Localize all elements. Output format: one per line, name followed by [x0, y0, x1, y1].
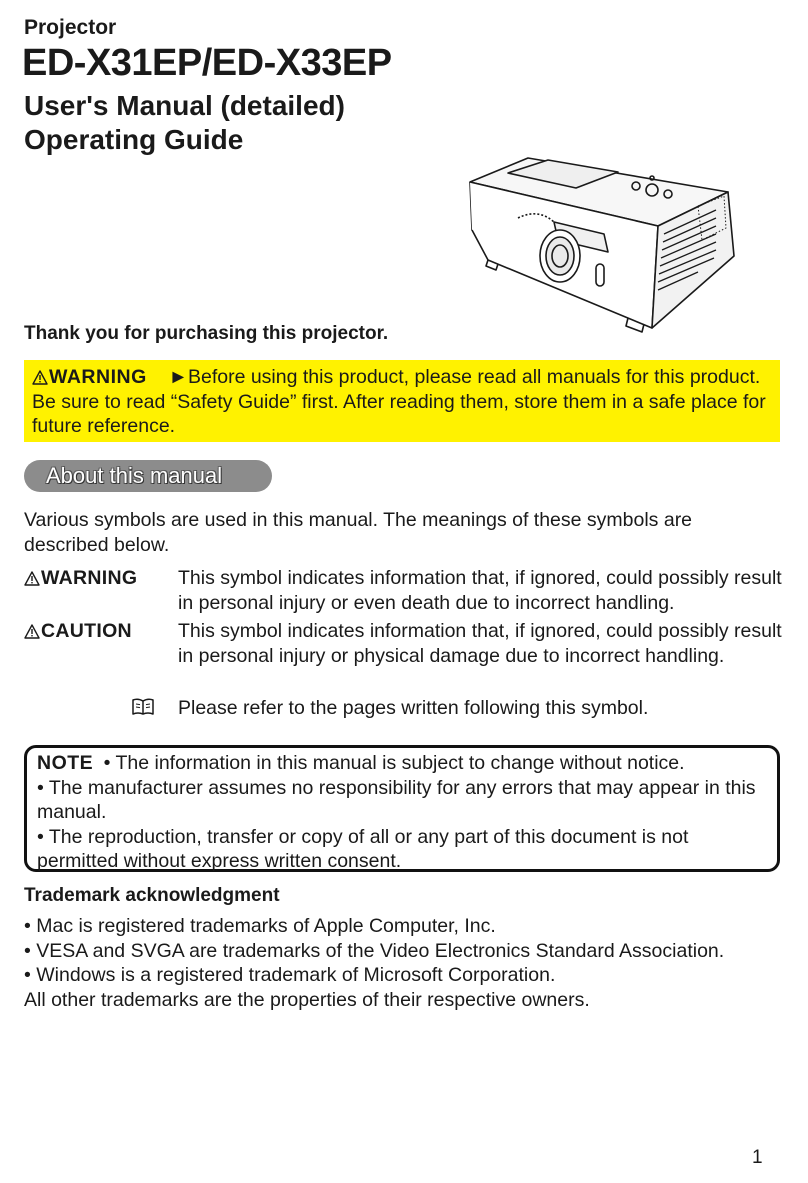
symbol-row-warning: [24, 566, 784, 615]
section-heading: About this manual: [24, 460, 272, 492]
warning-text: ►Before using this product, please read all manuals for this product. Be sure to read “Safety Guide” first. After reading them, store them in a safe place for future reference.: [32, 366, 766, 437]
symbol-description: This symbol indicates information that, if ignored, could possibly result in personal injury or even death due to incorrect handling.: [178, 567, 782, 614]
symbol-label-wrap: [24, 566, 137, 591]
thank-you-text: Thank you for purchasing this projector.: [24, 323, 389, 344]
warning-triangle-icon: [24, 571, 40, 586]
trademark-item: All other trademarks are the properties of their respective owners.: [24, 988, 590, 1011]
note-label: NOTE: [37, 752, 94, 774]
symbol-description: This symbol indicates information that, if ignored, could possibly result in personal injury or physical damage due to incorrect handling.: [178, 620, 782, 667]
symbol-label: CAUTION: [41, 620, 132, 642]
book-icon: [132, 698, 154, 716]
document-category: Projector: [24, 16, 117, 39]
warning-triangle-icon: [32, 370, 48, 385]
note-box: [24, 745, 780, 872]
trademark-item: • Mac is registered trademarks of Apple Computer, Inc.: [24, 915, 496, 937]
manual-title: User's Manual (detailed): [24, 90, 345, 121]
page-number: 1: [752, 1147, 763, 1168]
symbol-description: Please refer to the pages written following this symbol.: [178, 697, 649, 719]
trademark-list: [24, 914, 794, 1012]
symbol-label-wrap: [24, 619, 132, 644]
symbol-row-caution: [24, 619, 784, 668]
trademark-heading: Trademark acknowledgment: [24, 885, 280, 906]
trademark-item: • Windows is a registered trademark of Microsoft Corporation.: [24, 964, 556, 986]
note-item: • The reproduction, transfer or copy of all or any part of this document is not permitted without express written consent.: [37, 825, 689, 872]
projector-illustration: [458, 148, 748, 338]
model-title: ED-X31EP/ED-X33EP: [22, 42, 392, 84]
caution-triangle-icon: [24, 624, 40, 639]
warning-box: [24, 360, 780, 442]
warning-label-wrap: [32, 366, 153, 388]
manual-subtitle: Operating Guide: [24, 124, 244, 155]
symbol-row-reference: [24, 696, 784, 721]
symbol-label: WARNING: [41, 567, 138, 589]
trademark-item: • VESA and SVGA are trademarks of the Video Electronics Standard Association.: [24, 939, 725, 962]
note-item: • The information in this manual is subject to change without notice.: [103, 752, 685, 774]
warning-label: WARNING: [49, 366, 147, 388]
note-item: • The manufacturer assumes no responsibility for any errors that may appear in this manual.: [37, 776, 756, 823]
intro-paragraph: Various symbols are used in this manual. The meanings of these symbols are described below.: [24, 509, 693, 556]
